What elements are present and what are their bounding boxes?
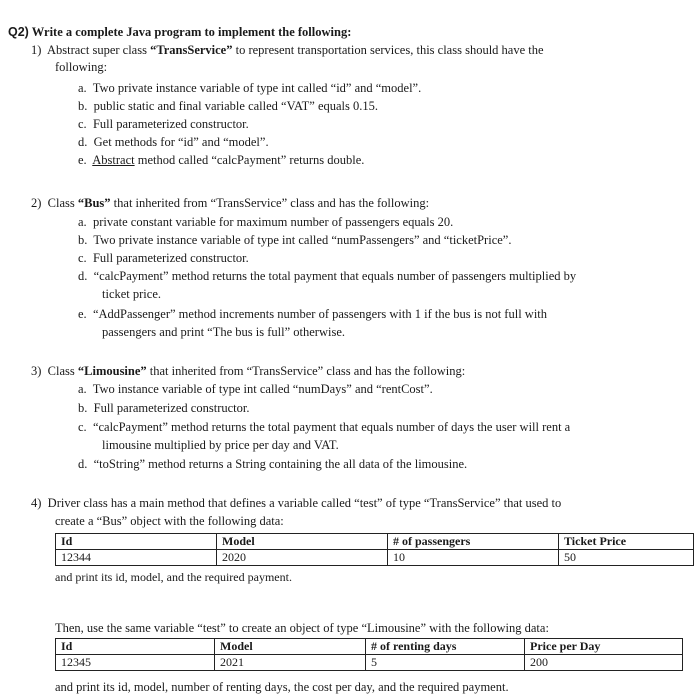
table-cell: 200 [525,655,683,671]
list-item: d. “toString” method returns a String containing the all data of the limousine. [78,457,468,471]
table-header-cell: # of passengers [388,534,559,550]
question-number: Q2) [8,25,29,39]
list-item: d. “calcPayment” method returns the total payment that equals number of passengers multiplied by [78,269,577,283]
list-item: e. “AddPassenger” method increments number of passengers with 1 if the bus is not full with [78,307,548,321]
table-cell: 50 [559,550,694,566]
list-item: c. “calcPayment” method returns the total payment that equals number of days the user will rent a [78,420,571,434]
list-item: b. public static and final variable called “VAT” equals 0.15. [78,99,379,113]
table-header-cell: Ticket Price [559,534,694,550]
list-item: b. Full parameterized constructor. [78,401,250,415]
list-item-continuation: ticket price. [102,287,161,301]
table-header-cell: Price per Day [525,639,683,655]
class-name: “Limousine” [77,364,147,378]
list-item: b. Two private instance variable of type int called “numPassengers” and “ticketPrice”. [78,233,512,247]
section-number: 4) [31,496,42,510]
limousine-data-table [55,638,683,671]
list-item: a. private constant variable for maximum number of passengers equals 20. [78,215,454,229]
limousine-intro: Then, use the same variable “test” to create an object of type “Limousine” with the following data: [55,621,549,635]
section-number: 1) [31,43,42,57]
table-cell: 2020 [217,550,388,566]
section-1-continuation: following: [55,60,108,74]
list-item-continuation: limousine multiplied by price per day and VAT. [102,438,339,452]
table-header-cell: Id [56,639,215,655]
table-header-row [56,639,683,655]
bus-instruction: and print its id, model, and the required payment. [55,570,292,584]
class-name: “Bus” [77,196,111,210]
list-item: c. Full parameterized constructor. [78,251,249,265]
underlined-keyword: Abstract [92,153,135,167]
table-cell: 2021 [215,655,366,671]
table-header-row [56,534,694,550]
section-3-heading: 3) Class “Limousine” that inherited from “TransService” class and has the following: [31,364,466,378]
list-item: d. Get methods for “id” and “model”. [78,135,269,149]
list-item: a. Two instance variable of type int called “numDays” and “rentCost”. [78,382,433,396]
table-header-cell: Id [56,534,217,550]
table-row [56,655,683,671]
list-item-continuation: passengers and print “The bus is full” otherwise. [102,325,345,339]
list-item: e. Abstract method called “calcPayment” returns double. [78,153,365,167]
table-row [56,550,694,566]
section-4-heading: 4) Driver class has a main method that defines a variable called “test” of type “TransService” that used to [31,496,562,510]
question-heading: Write a complete Java program to implement the following: [31,25,352,39]
table-cell: 10 [388,550,559,566]
section-1-heading: 1) Abstract super class “TransService” to represent transportation services, this class should have the [31,43,544,57]
table-cell: 12344 [56,550,217,566]
table-header-cell: Model [217,534,388,550]
section-number: 2) [31,196,42,210]
section-2-heading: 2) Class “Bus” that inherited from “TransService” class and has the following: [31,196,430,210]
table-header-cell: # of renting days [366,639,525,655]
table-cell: 5 [366,655,525,671]
section-4-continuation: create a “Bus” object with the following data: [55,514,284,528]
limousine-instruction: and print its id, model, number of renting days, the cost per day, and the required payment. [55,680,509,694]
list-item: a. Two private instance variable of type int called “id” and “model”. [78,81,422,95]
question-title [8,25,351,40]
section-number: 3) [31,364,42,378]
table-cell: 12345 [56,655,215,671]
list-item: c. Full parameterized constructor. [78,117,249,131]
class-name: “TransService” [150,43,233,57]
bus-data-table [55,533,694,566]
table-header-cell: Model [215,639,366,655]
